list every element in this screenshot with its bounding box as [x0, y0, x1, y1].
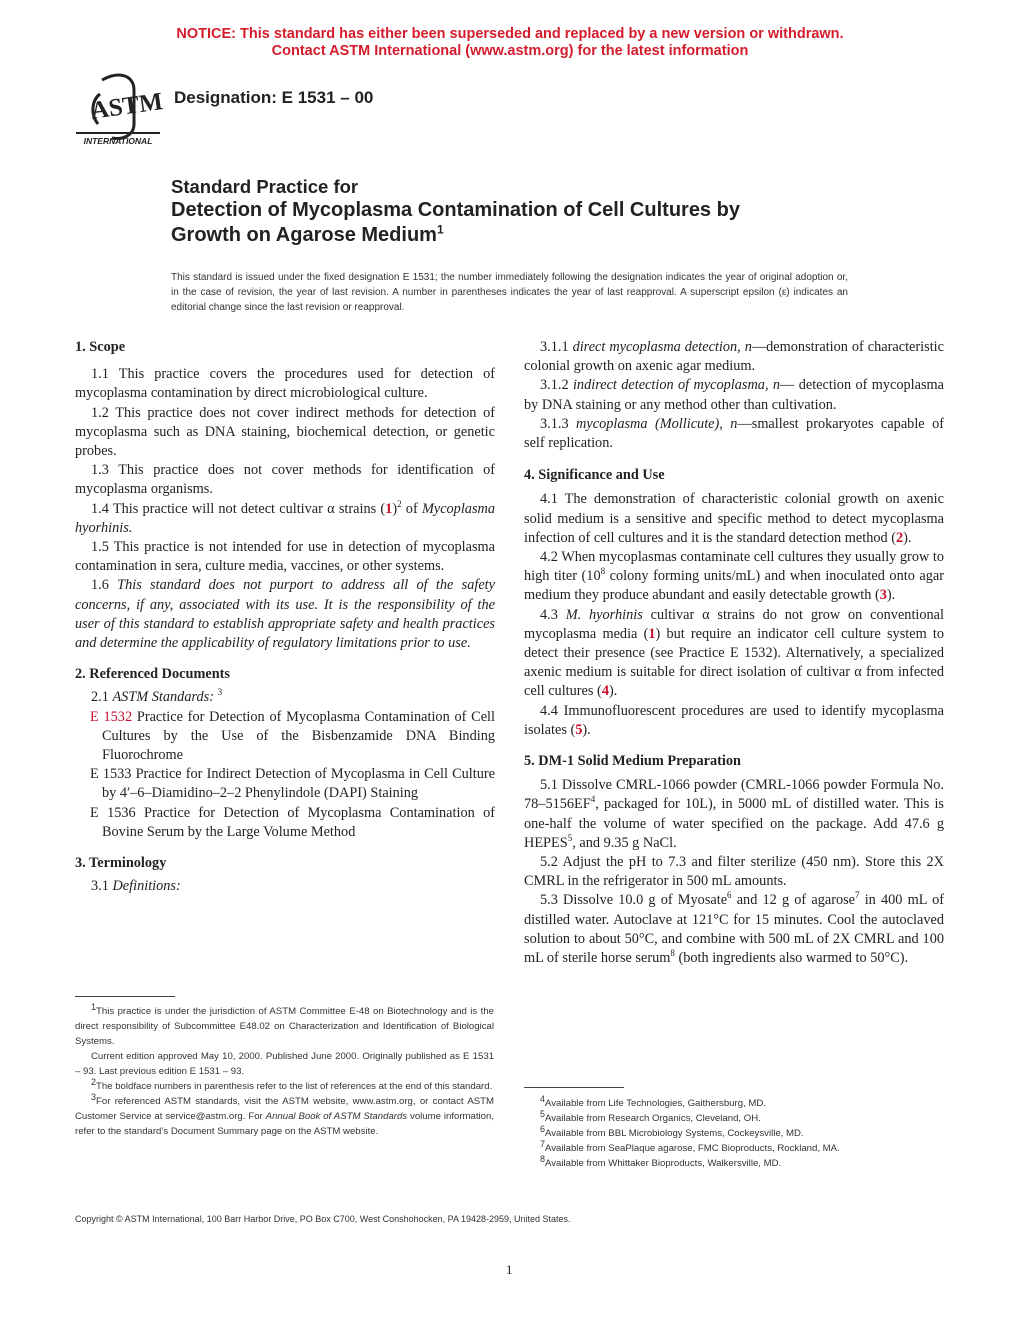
para-5-2: 5.2 Adjust the pH to 7.3 and filter sterilize (450 nm). Store this 2X CMRL in the refrigerator in 500 mL amounts.	[524, 854, 944, 890]
para-4-4: 4.4 Immunofluorescent procedures are used to identify mycoplasma isolates (5).	[524, 702, 944, 738]
definition-3-1-1: 3.1.1 direct mycoplasma detection, n—demonstration of characteristic colonial growth on axenic agar medium.	[524, 339, 944, 375]
title-line-3: Growth on Agarose Medium$^1$	[171, 222, 444, 246]
para-4-3: 4.3 M. hyorhinis cultivar α strains do not grow on conventional mycoplasma media (1) but require an indicator cell culture system to detect their presence (see Practice E 1532). Alternatively, a specialized axenic medium is suitable for direct isolation of cultivar α from infected cell cultures (4).	[524, 606, 945, 700]
withdrawal-notice	[0, 26, 1020, 60]
footnote-6: $^6$Available from BBL Microbiology Systems, Cockeysville, MD.	[540, 1123, 804, 1139]
footnote-8: $^8$Available from Whittaker Bioproducts, Walkersville, MD.	[540, 1153, 782, 1169]
astm-logo	[72, 70, 164, 152]
title-line-1: Standard Practice for	[171, 176, 359, 197]
footnote-mark-3[interactable]: 3	[217, 687, 223, 698]
footnote-mark-2[interactable]: 2	[397, 498, 402, 509]
para-1-4: 1.4 This practice will not detect cultivar α strains $(1)^2$ of Mycoplasma hyorhinis.	[75, 498, 495, 536]
section-2-heading: 2. Referenced Documents	[75, 666, 230, 683]
reference-link-3[interactable]: 3	[879, 587, 887, 604]
svg-text:ASTM: ASTM	[89, 88, 164, 125]
para-1-3: 1.3 This practice does not cover methods for identification of mycoplasma organisms.	[75, 462, 495, 498]
reference-e1536: E 1536 Practice for Detection of Mycoplasma Contamination of Bovine Serum by the Large Volume Method	[90, 804, 495, 840]
footnote-4: $^4$Available from Life Technologies, Gaithersburg, MD.	[540, 1093, 766, 1109]
definition-3-1-2: 3.1.2 indirect detection of mycoplasma, n— detection of mycoplasma by DNA staining or any method other than cultivation.	[524, 377, 944, 413]
footnotes-right	[524, 1093, 944, 1171]
para-5-1: 5.1 Dissolve CMRL-1066 powder (CMRL-1066 powder Formula No. $78-5156EF^4$, packaged for 10L), in 5000 mL of distilled water. This is one-half the volume of water specified on the package. Add 47.6 g HEPES$^5$, and 9.35 g NaCl.	[524, 777, 944, 851]
title-line-2: Detection of Mycoplasma Contamination of Cell Cultures by	[171, 199, 740, 221]
left-column	[75, 338, 495, 896]
reference-e1533: E 1533 Practice for Indirect Detection of Mycoplasma in Cell Culture by 4′–6–Diamidino–2–2 Phenylindole (DAPI) Staining	[90, 766, 495, 802]
notice-line-1: NOTICE: This standard has either been superseded and replaced by a new version or withdrawn.	[176, 26, 844, 42]
para-3-1: 3.1 Definitions:	[91, 878, 181, 895]
para-1-6: 1.6 This standard does not purport to address all of the safety concerns, if any, associated with its use. It is the responsibility of the user of this standard to establish appropriate safety and health practices and determine the applicability of regulatory limitations prior to use.	[75, 577, 495, 652]
para-4-1: 4.1 The demonstration of characteristic colonial growth on axenic solid medium is a sensitive and specific method to detect mycoplasma infection of cell cultures and it is the standard detection method (2).	[524, 491, 944, 546]
copyright-line: Copyright © ASTM International, 100 Barr Harbor Drive, PO Box C700, West Conshohocken, PA 19428-2959, United States.	[75, 1214, 571, 1224]
reference-link-5[interactable]: 5	[575, 721, 583, 738]
issue-statement: This standard is issued under the fixed designation E 1531; the number immediately following the designation indicates the year of original adoption or, in the case of revision, the year of last revision. A number in parentheses indicates the year of last reapproval. A superscript epsilon (ε) indicates an editorial change since the last revision or reapproval.	[171, 272, 848, 313]
e1532-link[interactable]: E 1532	[90, 708, 133, 725]
title-footnote-mark[interactable]: 1	[436, 222, 444, 237]
section-5-heading: 5. DM-1 Solid Medium Preparation	[524, 753, 741, 770]
designation: Designation: E 1531 – 00	[174, 88, 374, 107]
para-1-5: 1.5 This practice is not intended for use in detection of mycoplasma contamination in sera, culture media, vaccines, or other systems.	[75, 539, 495, 575]
reference-e1532: E 1532 Practice for Detection of Mycoplasma Contamination of Cell Cultures by the Use of the Bisbenzamide DNA Binding Fluorochrome	[90, 708, 496, 764]
para-1-2: 1.2 This practice does not cover indirect methods for detection of mycoplasma such as DNA staining, biochemical detection, or genetic probes.	[75, 404, 495, 460]
section-3-heading: 3. Terminology	[75, 855, 167, 872]
reference-link-1b[interactable]: 1	[648, 625, 656, 642]
footnote-2: $^2$The boldface numbers in parenthesis refer to the list of references at the end of this standard.	[91, 1076, 493, 1092]
definition-3-1-3: 3.1.3 mycoplasma (Mollicute), n—smallest prokaryotes capable of self replication.	[524, 415, 944, 452]
page-number: 1	[506, 1262, 513, 1277]
reference-link-4[interactable]: 4	[601, 683, 609, 700]
para-1-1: 1.1 This practice covers the procedures used for detection of mycoplasma contamination by direct microbiological culture.	[75, 366, 495, 402]
document-title	[171, 175, 931, 248]
footnote-rule-left	[75, 996, 175, 997]
reference-link-1[interactable]: 1	[385, 500, 393, 517]
footnote-5: $^5$Available from Research Organics, Cleveland, OH.	[540, 1108, 761, 1124]
svg-text:INTERNATIONAL: INTERNATIONAL	[83, 136, 153, 146]
notice-line-2: Contact ASTM International (www.astm.org) for the latest information	[271, 43, 749, 59]
section-1-heading: 1. Scope	[75, 339, 126, 355]
section-4-heading: 4. Significance and Use	[524, 467, 665, 484]
footnote-3: $^3$For referenced ASTM standards, visit the ASTM website, www.astm.org, or contact ASTM Customer Service at service@astm.org. For Annual Book of ASTM Standards volume information, refer to the standard’s Document Summary page on the ASTM website.	[75, 1091, 494, 1137]
footnote-1-edition: Current edition approved May 10, 2000. Published June 2000. Originally published as E 1531 – 93. Last previous edition E 1531 – 93.	[75, 1051, 494, 1077]
footnote-1: $^1$This practice is under the jurisdiction of ASTM Committee E-48 on Biotechnology and is the direct responsibility of Subcommittee E48.02 on Characterization and Identification of Biological Systems.	[75, 1001, 494, 1047]
footnote-rule-right	[524, 1087, 624, 1088]
reference-link-2[interactable]: 2	[896, 529, 904, 546]
footnote-7: $^7$Available from SeaPlaque agarose, FMC Bioproducts, Rockland, MA.	[540, 1138, 840, 1154]
para-4-2: 4.2 When mycoplasmas contaminate cell cultures they usually grow to high titer ($10^8$ colony forming units/mL) and when inoculated onto agar medium they produce abundant and easily detectable growth (3).	[524, 549, 944, 604]
para-2-1: 2.1 ASTM Standards: $^3$	[91, 687, 223, 706]
para-5-3: 5.3 Dissolve 10.0 g of Myosate$^6$ and 12 g of agarose$^7$ in 400 mL of distilled water. Autoclave at 121°C for 15 minutes. Cool the autoclaved solution to about 50°C, and combine with 500 mL of 2X CMRL and 100 mL of sterile horse serum$^8$ (both ingredients also warmed to 50°C).	[524, 890, 944, 967]
right-column	[524, 338, 944, 968]
footnotes-left	[75, 1001, 494, 1139]
